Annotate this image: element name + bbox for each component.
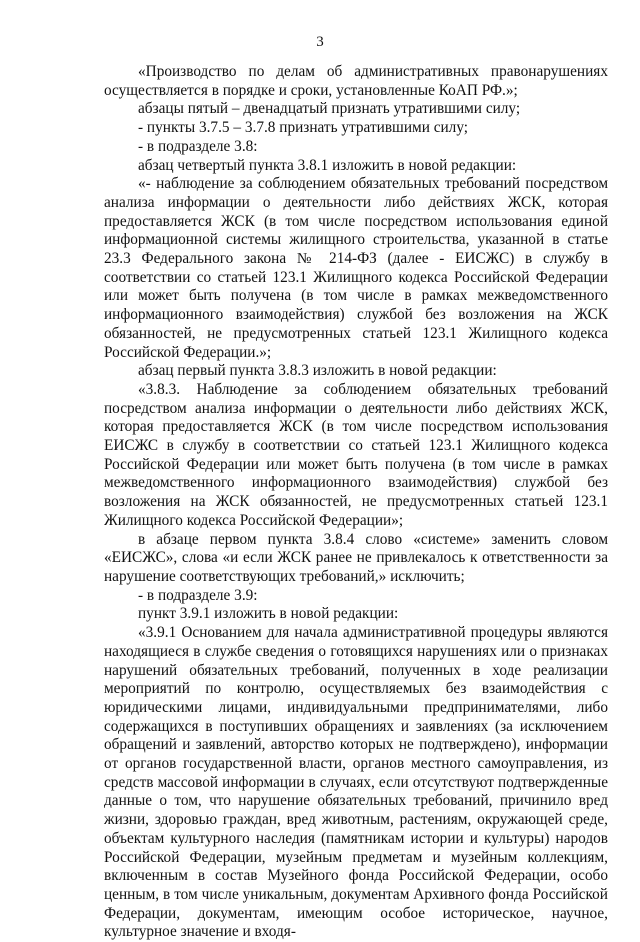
page-number: 3 (316, 34, 324, 50)
paragraph-3-8-3-quote: «3.8.3. Наблюдение за соблюдением обязательных требований посредством анализа информации о деятельности либо действиях ЖСК, которая предоставляется ЖСК (в том числе посредством использования ЕИСЖС в службу в соответствии со статьей 123.1 Жилищного кодекса Российской Федерации или может быть получена (в том числе в рамках межведомственного информационного взаимодействия) службой без возложения на ЖСК обязанностей, не предусмотренных статьей 123.1 Жилищного кодекса Российской Федерации»; (104, 380, 608, 529)
paragraph-koap-quote: «Производство по делам об административных правонарушениях осуществляется в порядке и сроки, установленные КоАП РФ.»; (104, 63, 608, 99)
paragraph-points-3-7-5-3-7-8-repealed: - пункты 3.7.5 – 3.7.8 признать утратившими силу; (138, 119, 469, 137)
paragraph-3-8-1-new-edition: абзац четвертый пункта 3.8.1 изложить в новой редакции: (138, 156, 517, 174)
paragraph-subsection-3-9: - в подразделе 3.9: (138, 586, 258, 604)
paragraph-3-9-1-quote: «3.9.1 Основанием для начала административной процедуры являются находящиеся в службе сведения о готовящихся нарушениях или о признаках нарушений обязательных требований, полученных в ходе реализации мероприятий по контролю, осуществляемых без взаимодействия с юридическими лицами, индивидуальными предпринимателями, либо содержащихся в поступивших обращениях и заявлениях (за исключением обращений и заявлений, авторство которых не подтверждено), информации от органов государственной власти, органов местного самоуправления, из средств массовой информации в случаях, если отсутствуют подтвержденные данные о том, что нарушение обязательных требований, причинило вред жизни, здоровью граждан, вред животным, растениям, окружающей среде, объектам культурного наследия (памятникам истории и культуры) народов Российской Федерации, музейным предметам и музейным коллекциям, включенным в состав Музейного фонда Российской Федерации, особо ценным, в том числе уникальным, документам Архивного фонда Российской Федерации, документам, имеющим особое историческое, научное, культурное значение и входя- (104, 624, 608, 941)
paragraph-3-9-1-new-edition: пункт 3.9.1 изложить в новой редакции: (138, 605, 399, 623)
paragraph-3-8-3-new-edition: абзац первый пункта 3.8.3 изложить в новой редакции: (138, 362, 497, 380)
paragraph-observation-quote: «- наблюдение за соблюдением обязательных требований посредством анализа информации о деятельности либо действиях ЖСК, которая предоставляется ЖСК (в том числе посредством использования единой информационной системы жилищного строительства, указанной в статье 23.3 Федерального закона № 214-ФЗ (далее - ЕИСЖС) в службу в соответствии со статьей 123.1 Жилищного кодекса Российской Федерации или может быть получена (в том числе в рамках межведомственного информационного взаимодействия) службой без возложения на ЖСК обязанностей, не предусмотренных статьей 123.1 Жилищного кодекса Российской Федерации.»; (104, 175, 608, 361)
paragraph-3-8-4-amendment: в абзаце первом пункта 3.8.4 слово «системе» заменить словом «ЕИСЖС», слова «и если ЖСК ранее не привлекалось к ответственности за нарушение соответствующих требований,» исключить; (104, 530, 608, 585)
document-body (104, 63, 608, 942)
paragraph-subsection-3-8: - в подразделе 3.8: (138, 137, 258, 155)
paragraph-paragraphs-5-12-repealed: абзацы пятый – двенадцатый признать утратившими силу; (138, 100, 521, 118)
